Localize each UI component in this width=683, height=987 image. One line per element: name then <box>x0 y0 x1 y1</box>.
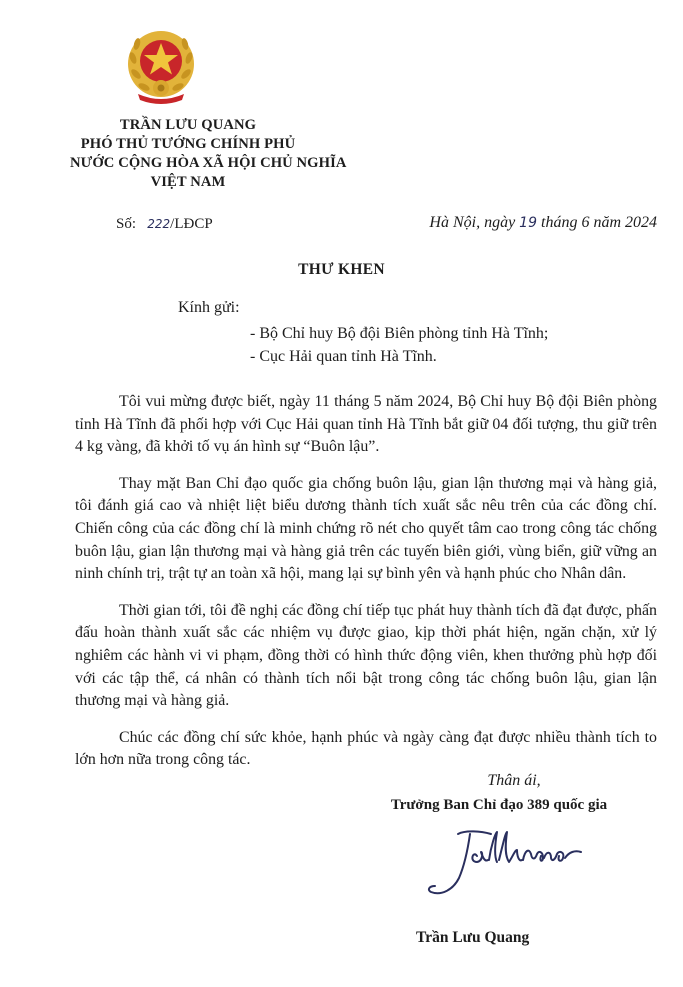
issuer-line: VIỆT NAM <box>150 174 226 190</box>
document-title: THƯ KHEN <box>298 261 385 278</box>
date-suffix: tháng 6 năm 2024 <box>541 214 657 231</box>
issuer-line: PHÓ THỦ TƯỚNG CHÍNH PHỦ <box>80 136 296 152</box>
body-paragraph: Thời gian tới, tôi đề nghị các đồng chí tiếp tục phát huy thành tích đã đạt được, phấn đấu hoàn thành xuất sắc các nhiệm vụ được giao, kịp thời phát hiện, ngăn chặn, xử lý nghiêm các hành vi vi phạm, đồng thời có hình thức động viên, khen thưởng phù hợp đối với các tập thể, cá nhân có thành tích nổi bật trong công tác chống buôn lậu, gian lận thương mại và hàng giả. <box>75 601 657 710</box>
body-paragraph: Tôi vui mừng được biết, ngày 11 tháng 5 năm 2024, Bộ Chỉ huy Bộ đội Biên phòng tỉnh Hà Tĩnh đã phối hợp với Cục Hải quan tỉnh Hà Tĩnh bắt giữ 04 đối tượng, thu giữ trên 4 kg vàng, đã khởi tố vụ án hình sự “Buôn lậu”. <box>75 393 657 456</box>
salutation: Kính gửi: <box>178 299 240 316</box>
reference-suffix: /LĐCP <box>170 216 213 232</box>
issue-date <box>429 214 657 232</box>
closing-greeting: Thân ái, <box>487 772 541 789</box>
signer-position: Trưởng Ban Chỉ đạo 389 quốc gia <box>390 797 608 813</box>
reference-handwritten-number: 222 <box>147 217 171 231</box>
handwritten-signature <box>425 826 600 904</box>
issuer-line: NƯỚC CỘNG HÒA XÃ HỘI CHỦ NGHĨA <box>70 155 347 171</box>
recipient-item: - Cục Hải quan tỉnh Hà Tĩnh. <box>250 348 437 365</box>
letter-body <box>75 391 657 786</box>
issuer-block <box>70 116 347 192</box>
recipient-item: - Bộ Chỉ huy Bộ đội Biên phòng tỉnh Hà Tĩnh; <box>250 325 549 342</box>
issuer-line: TRẦN LƯU QUANG <box>119 117 257 133</box>
reference-number <box>116 216 213 233</box>
closing-block <box>362 772 652 814</box>
reference-prefix: Số: <box>116 216 137 232</box>
body-paragraph: Chúc các đồng chí sức khỏe, hạnh phúc và ngày càng đạt được nhiều thành tích to lớn hơn nữa trong công tác. <box>75 728 657 769</box>
body-paragraph: Thay mặt Ban Chỉ đạo quốc gia chống buôn lậu, gian lận thương mại và hàng giả, tôi đánh giá cao và nhiệt liệt biểu dương thành tích xuất sắc nêu trên của các đồng chí. Chiến công của các đồng chí là minh chứng rõ nét cho quyết tâm cao trong công tác chống buôn lậu, gian lận thương mại và hàng giả trên các tuyến biên giới, vùng biển, giữ vững an ninh chính trị, trật tự an toàn xã hội, mang lại sự bình yên và hạnh phúc cho Nhân dân. <box>75 474 657 583</box>
date-prefix: Hà Nội, ngày <box>429 214 516 231</box>
national-emblem-icon <box>124 28 198 104</box>
signer-name: Trần Lưu Quang <box>416 929 530 946</box>
recipient-list <box>250 322 548 368</box>
date-day: 19 <box>519 215 537 231</box>
